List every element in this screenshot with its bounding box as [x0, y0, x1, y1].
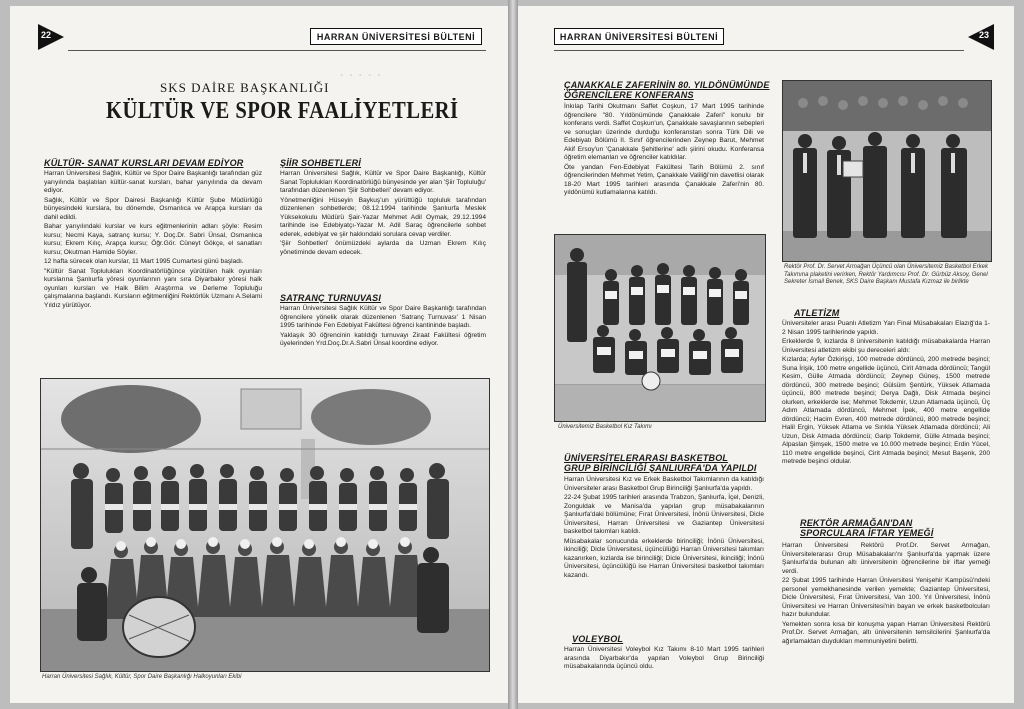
paragraph: 12 hafta sürecek olan kurslar, 11 Mart 1995 Cumartesi günü başladı.: [44, 258, 244, 265]
canakkale-article: [564, 103, 764, 198]
voleybol-article: [564, 646, 764, 672]
section-heading-iftar: [800, 518, 933, 538]
photo-illustration: [555, 235, 765, 421]
bulletin-header: HARRAN ÜNİVERSİTESİ BÜLTENİ: [554, 28, 724, 45]
paragraph: Erkeklerde 9, kızlarda 8 üniversitenin katıldığı müsabakalarda Harran Üniversitesi atletizm ekibi şu dereceleri aldı:: [782, 338, 990, 354]
paragraph: Yönetmenliğini Hüseyin Baykuş'un yürüttüğü topluluk tarafından düzenlenen sohbetlerde; 08.12.1994 tarihinde Şanlıurfa Meslek Yüksekokulu Müdürü Şair-Yazar Mehmet Adil Oymak, 29.12.1994 tarihinde ise Edebiyatçı-Yazar M. Adil Saraç öğrencilerle sohbet ederek, edebiyat ve şiir hakkındaki sorulara cevap verdiler.: [280, 196, 486, 238]
section-heading-voleybol: VOLEYBOL: [572, 634, 624, 644]
heading-line: ÇANAKKALE ZAFERİNİN 80. YILDÖNÜMÜNDE: [564, 80, 770, 90]
atletizm-article: [782, 320, 990, 467]
basketball-women-photo-caption: Üniversitemiz Basketbol Kız Takımı: [558, 424, 652, 430]
page-number: 23: [979, 30, 990, 40]
paragraph: Harran Üniversitesi Sağlık Kültür ve Spor Daire Başkanlığı tarafından öğrencilere yönelik olarak düzenlenen 'Satranç Turnuvası' 1 Nisan 1995 tarihinde Fen Edebiyat Fakültesi öğrenci kantininde başladı.: [280, 305, 486, 329]
photo-illustration: [41, 379, 489, 671]
section-heading-canakkale: [564, 80, 770, 100]
header-rule: [68, 50, 486, 51]
paragraph: Yemekten sonra kısa bir konuşma yapan Harran Üniversitesi Rektörü Prof.Dr. Servet Armağan, altı üniversitenin temsilcilerini Şanlıurfa'da ağırlamaktan duydukları memnuniyetini belirtti.: [782, 620, 990, 645]
paragraph: Harran Üniversitesi Voleybol Kız Takımı 8-10 Mart 1995 tarihleri arasında Diyarbakır'da yapılan Voleybol Grup Birinciliği müsabakalarında üçüncü oldu.: [564, 646, 764, 670]
rector-award-photo: [782, 80, 992, 262]
department-title: SKS DAİRE BAŞKANLIĞI: [160, 80, 330, 95]
basketball-women-team-photo: [554, 234, 766, 422]
section-heading-basketbol: [564, 453, 757, 473]
section-heading-siir: ŞİİR SOHBETLERİ: [280, 158, 362, 168]
paragraph: 22 Şubat 1995 tarihinde Harran Üniversitesi Yenişehir Kampüsü'ndeki personel yemekhanesinde verilen yemekte; Gaziantep Üniversitesi, Dicle Üniversitesi, Fırat Üniversitesi, Van 100. Yıl Üniversitesi, İnönü Üniversitesi ve Harran Üniversitesi'nin bayan ve erkek basketbolcuları hazır bulundular.: [782, 577, 990, 618]
folk-dance-team-photo: [40, 378, 490, 672]
paragraph: İnkılap Tarihi Okutmanı Saffet Coşkun, 17 Mart 1995 tarihinde öğrencilere "80. Yıldönümünde Çanakkale Zaferi" konulu bir konferans verdi. Saffet Coşkun'un, Çanakkale savaşlarının sebepleri ve sonuçları üzerinde durduğu konferanstan sonra Türk Dili ve Edebiyatı Bölümü II. Sınıf öğrencilerinden Zeynep Barut, Mehmet Akif Ersoy'un 'Çanakkale Şehitlerine' adlı şiirini okudu. Konferansa öğretim elemanları ve öğrenciler katıldılar.: [564, 103, 764, 161]
paragraph: Kızlarda; Ayfer Özkirişçi, 100 metrede dördüncü, 200 metrede beşinci; Suna İrişik, 100 metre engellide üçüncü, Cirit Atmada dördüncü; Tangül Kesim, Gülle Atmada dördüncü; Zeynep Güneş, 1500 metrede dördüncü, 300 metrede beşinci; Gülsüm Şentürk, Yüksek Atlamada üçüncü, 800 metrede beşinci; Derya Dağlı, Disk Atmada beşinci olurken, erkeklerde ise; Mehmet Tokdemir, Uzun Atlamada üçüncü, Üç Adım Atlamada dördüncü, Mehmet İpek, 400 metre engellide dördüncü; Hacim Evren, 400 metrede dördüncü, 800 metrede beşinci; Halil Ergin, Yüksek Atlama ve Sırıkla Yüksek Atlamada dördüncü; Ali Uzun, Disk Atmada dördüncü; Garip Tokdemir, Gülle Atmada beşinci; Alpaslan Şimşek, 1500 metre ve 10.000 metrede beşinci; Erdin Yücel, 110 metre engellide beşinci, Cirit Atmada beşinci; Mesut Başenk, 200 metrede beşinci oldular.: [782, 356, 990, 465]
paragraph: Müsabakalar sonucunda erkeklerde birinciliği; İnönü Üniversitesi, ikinciliği; Dicle Üniversitesi, üçüncülüğü Harran Üniversitesi takımları kazanırken, kızlarda ise birinciliği; Dicle Üniversitesi, ikinciliği; İnönü Üniversitesi, üçüncülüğü ise Harran Üniversitesi basketbol takımları kazandı.: [564, 537, 764, 579]
photo-illustration: [783, 81, 991, 261]
paragraph: "Kültür Sanat Toplulukları Koordinatörlüğünce yürütülen halk oyunları kurslarına Şanlıurfa yöresi oyunlarının yanı sıra Diyarbakır yöresi halk oyunları kursları ve Halk Bilim Araştırma ve Derleme Topluluğu çalışmalarına başlandı. Kursların eğitmenliğini Rektörlük Uzmanı A.Selami Yıldız yürütüyor.: [44, 267, 262, 309]
right-page: [518, 6, 1014, 703]
heading-line: ÜNİVERSİTELERARASI BASKETBOL: [564, 453, 729, 463]
folk-dance-photo-caption: Harran Üniversitesi Sağlık, Kültür, Spor Daire Başkanlığı Halkoyunları Ekibi: [42, 674, 242, 680]
satranc-article: [280, 305, 486, 349]
paragraph: Harran Üniversitesi Sağlık, Kültür ve Spor Daire Başkanlığı tarafından güz yarıyılında başlatılan kültür-sanat kursları, bahar yarıyılında da devam ediyor.: [44, 170, 262, 194]
kultur-article: [44, 170, 262, 310]
heading-line: ÖĞRENCİLERE KONFERANS: [564, 90, 694, 100]
heading-line: REKTÖR ARMAĞAN'DAN: [800, 518, 913, 528]
left-page: [10, 6, 508, 703]
page-number: 22: [41, 30, 52, 40]
paragraph: Üniversiteler arası Puanlı Atletizm Yarı Final Müsabakaları Elazığ'da 1-2 Nisan 1995 tarihlerinde yapıldı.: [782, 320, 990, 336]
bleed-through-text: · · · · ·: [340, 68, 383, 82]
basketbol-article: [564, 476, 764, 580]
heading-line: SPORCULARA İFTAR YEMEĞİ: [800, 528, 934, 538]
rector-award-photo-caption: Rektör Prof. Dr. Servet Armağan Üçüncü olan Üniversitemiz Basketbol Erkek Takımına plaketini verirken, Rektör Yardımcısı Prof. Dr. Gürbüz Aksoy, Genel Sekreter İsmail Benek, SKS Daire Başkanı Mustafa Kızmaz ile birlikte: [784, 264, 988, 285]
iftar-article: [782, 542, 990, 646]
paragraph: 'Şiir Sohbetleri' önümüzdeki aylarda da Uzman Ekrem Kılıç yönetiminde devam edecek.: [280, 240, 486, 256]
bulletin-header: HARRAN ÜNİVERSİTESİ BÜLTENİ: [310, 28, 482, 45]
siir-article: [280, 170, 486, 257]
center-fold: [508, 0, 518, 709]
paragraph: Harran Üniversitesi Kız ve Erkek Basketbol Takımlarının da katıldığı Üniversiteler arası Basketbol Grup Birinciliği Şanlıurfa'da yapıldı.: [564, 476, 764, 492]
paragraph: Öte yandan Fen-Edebiyat Fakültesi Tarih Bölümü 2. sınıf öğrencilerinden Mehmet Yetim, Çanakkale Valiliği'nin davetlisi olarak 18-20 Mart 1995 tarihleri arasında Çanakkale Zaferi'nin 80. yıldönümü kutlamalarına katıldı.: [564, 163, 764, 196]
paragraph: Harran Üniversitesi Sağlık, Kültür ve Spor Daire Başkanlığı, Kültür Sanat Toplulukları Koordinatörlüğü bünyesinde yer alan 'Şiir Topluluğu' tarafından düzenlenen 'Şiir Sohbetleri' devam ediyor.: [280, 170, 486, 194]
main-title: KÜLTÜR VE SPOR FAALİYETLERİ: [106, 98, 459, 124]
section-heading-satranc: SATRANÇ TURNUVASI: [280, 293, 382, 303]
section-heading-kultur: KÜLTÜR- SANAT KURSLARI DEVAM EDİYOR: [44, 158, 244, 168]
heading-line: GRUP BİRİNCİLİĞİ ŞANLIURFA'DA YAPILDI: [564, 463, 757, 473]
paragraph: 22-24 Şubat 1995 tarihleri arasında Trabzon, Şanlıurfa, İçel, Denizli, Zonguldak ve Manisa'da yapılan grup müsabakalarının Şanlıurfa'daki bölümüne; Fırat Üniversitesi, İnönü Üniversitesi, Dicle Üniversitesi, Harran Üniversitesi ve Gaziantep Üniversitesi basketbol takımları katıldı.: [564, 494, 764, 535]
section-heading-atletizm: ATLETİZM: [794, 308, 840, 318]
paragraph: Harran Üniversitesi Rektörü Prof.Dr. Servet Armağan, Üniversitelerarası Grup Müsabakaları'nı Şanlıurfa'da yapmak üzere Şanlıurfa'da bulunan altı üniversitenin öğrencilerine bir iftar yemeği verdi.: [782, 542, 990, 575]
paragraph: Bahar yarıyılındaki kurslar ve kurs eğitmenlerinin adları şöyle: Resim kursu; Necmi Kaya, satranç kursu; Y. Doç.Dr. Sabri Ünsal, Osmanlıca kursu; Ekrem Kılıç, Arapça kursu; Öğr.Gör. Cüneyt Gökçe, el sanatları kursu; Okutman Hamide Söyler.: [44, 223, 262, 256]
header-rule: [554, 50, 964, 51]
paragraph: Sağlık, Kültür ve Spor Dairesi Başkanlığı Kültür Şube Müdürlüğü bünyesindeki kurslara, bu dönemde, Osmanlıca ve Arapça kursları da dahil edildi.: [44, 196, 262, 221]
paragraph: Yaklaşık 30 öğrencinin katıldığı turnuvayı Ziraat Fakültesi öğretim üyelerinden Yrd.Doç.Dr.A.Sabri Ünsal koordine ediyor.: [280, 331, 486, 347]
